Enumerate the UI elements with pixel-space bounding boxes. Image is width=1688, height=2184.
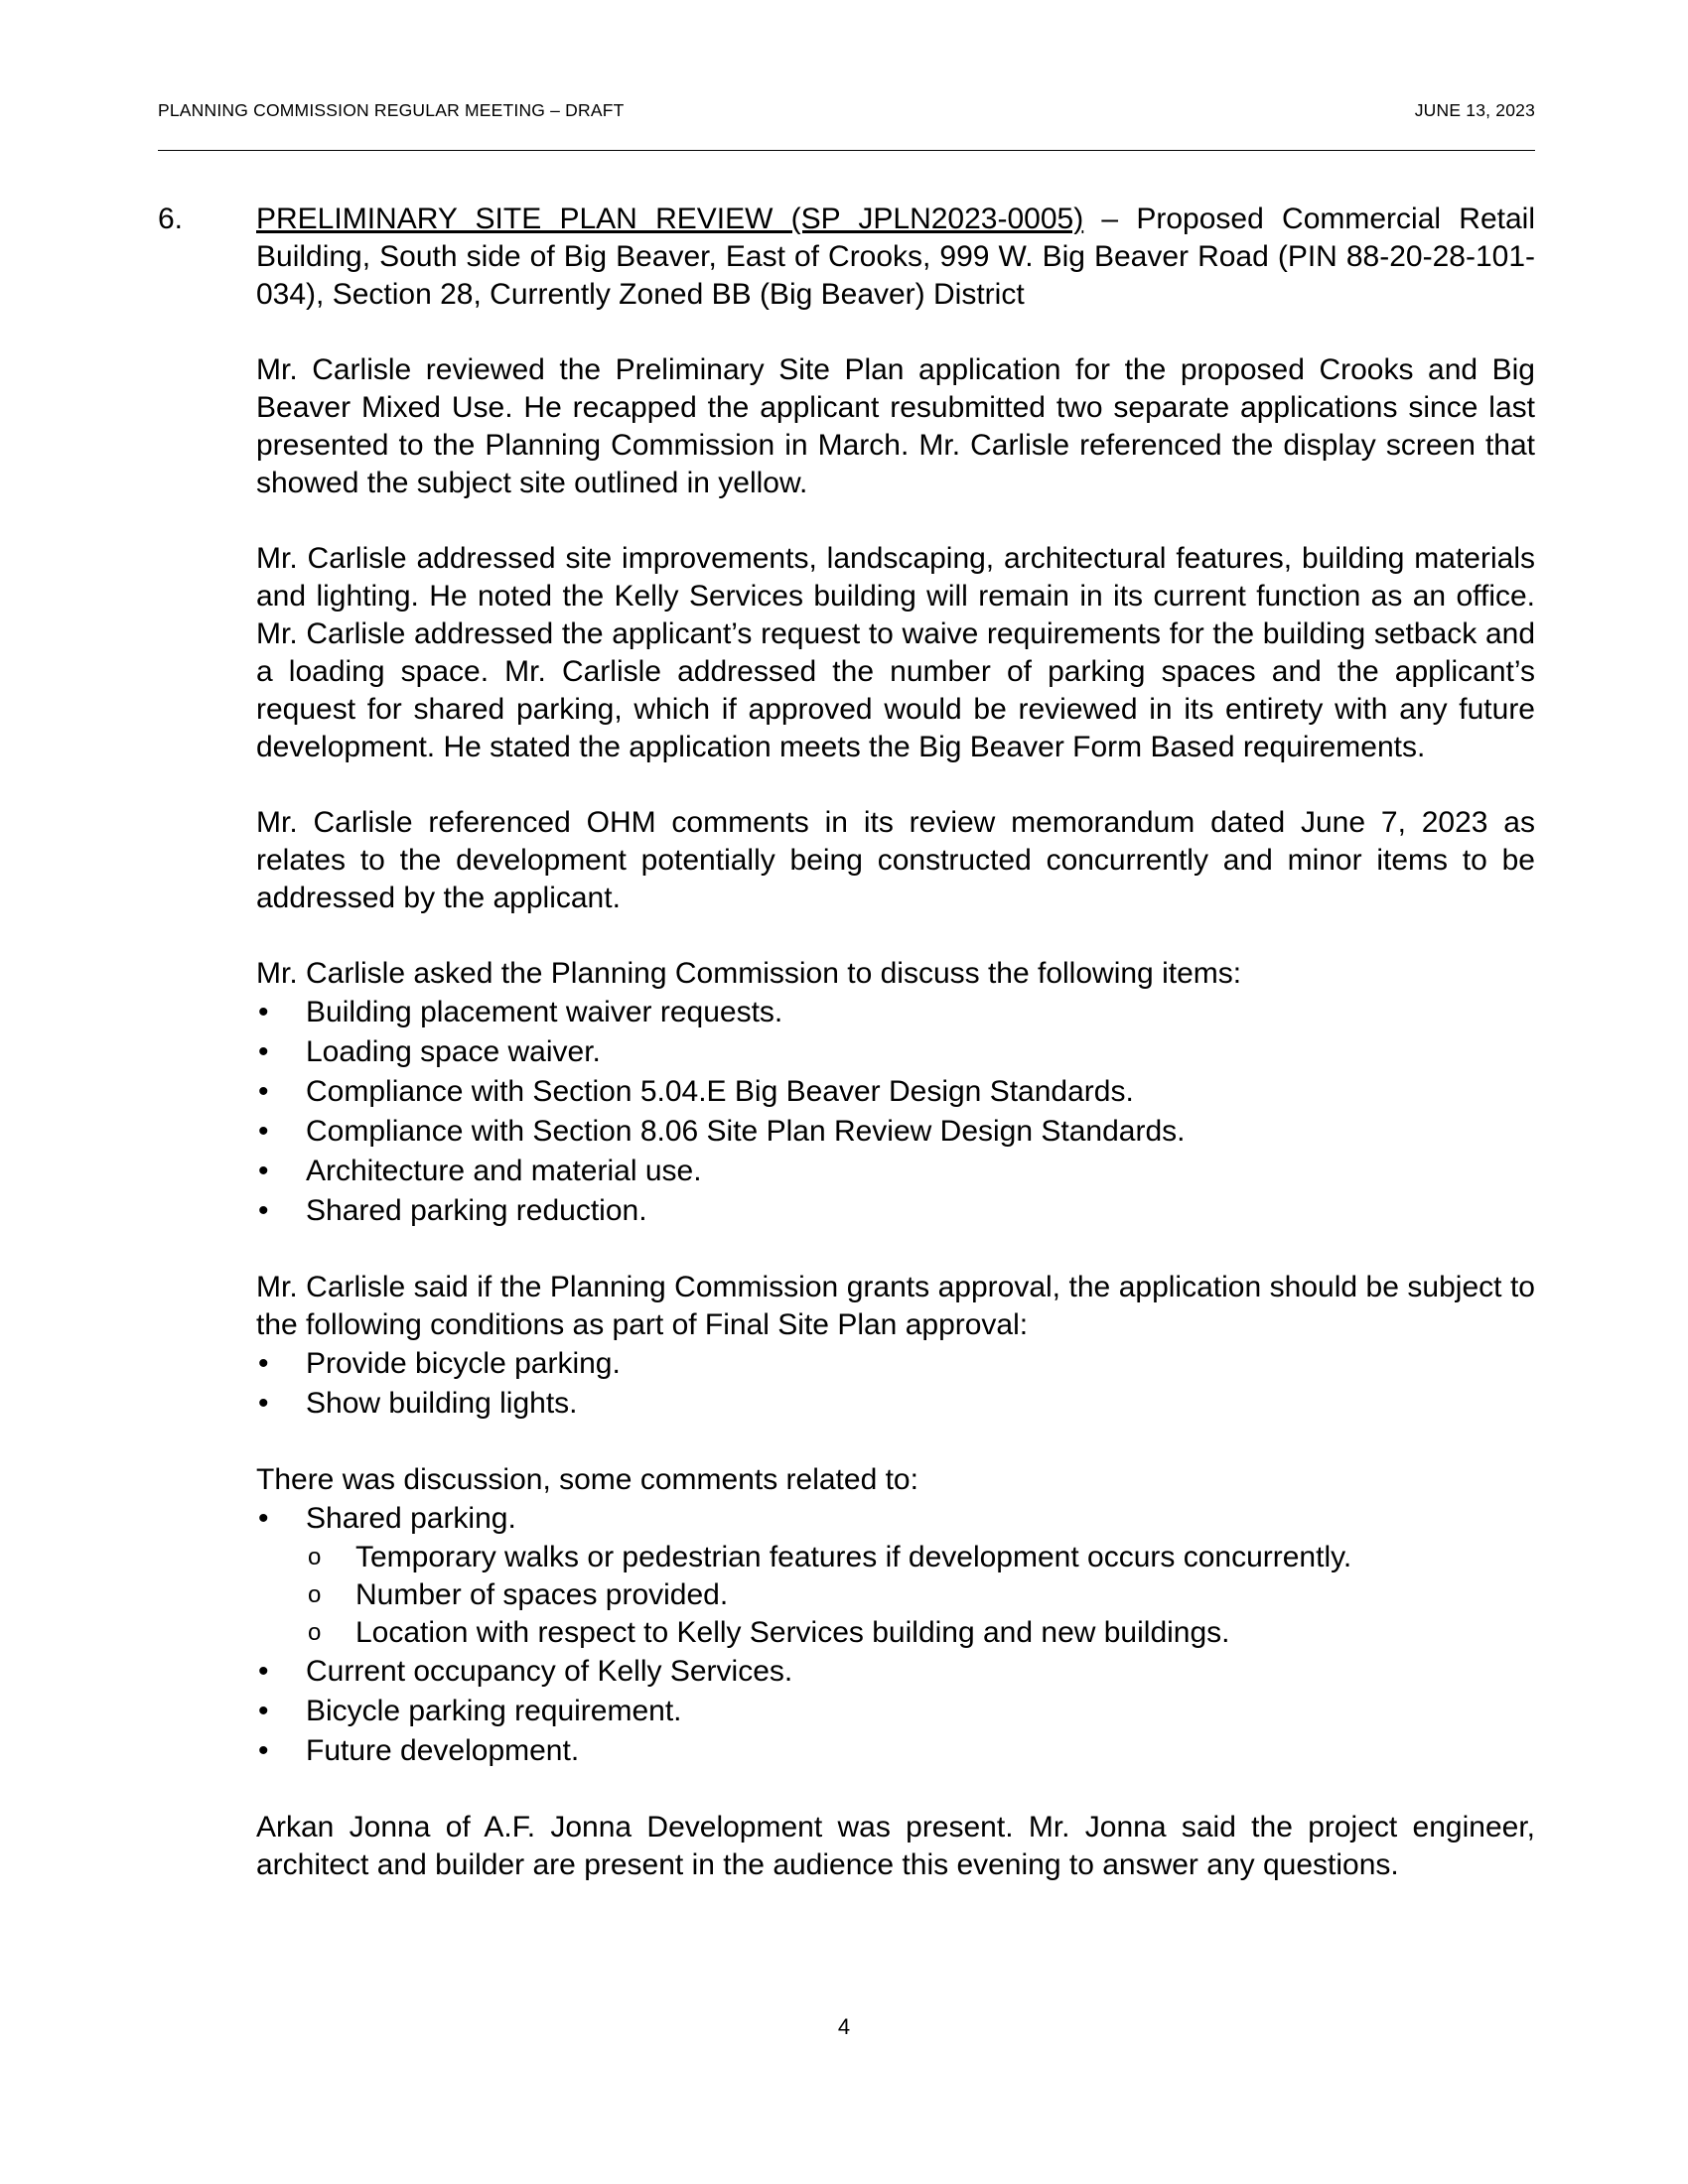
- agenda-item-body: [256, 201, 1535, 1922]
- sub-bullet-marker: o: [308, 1619, 322, 1646]
- conditions-list: [256, 1344, 1535, 1424]
- list-item: • Provide bicycle parking.: [256, 1344, 1535, 1384]
- agenda-item-description: – Proposed Commercial Retail Building, South side of Big Beaver, East of Crooks, 999 W. Big Beaver Road (PIN 88-20-28-101-034), Section 28, Currently Zoned BB (Big Beaver) District: [256, 203, 1535, 311]
- paragraph-discussion-request: Mr. Carlisle asked the Planning Commission to discuss the following items:: [256, 957, 1242, 990]
- shared-parking-sublist: [306, 1539, 1535, 1652]
- list-item: • Show building lights.: [256, 1384, 1535, 1424]
- sub-bullet-marker: o: [308, 1544, 322, 1570]
- list-item: • Loading space waiver.: [256, 1032, 1535, 1072]
- list-item: • Architecture and material use.: [256, 1152, 1535, 1191]
- header-divider: [158, 150, 1535, 151]
- sub-list-item-text: Location with respect to Kelly Services building and new buildings.: [355, 1616, 1230, 1649]
- sub-list-item: [306, 1576, 1535, 1614]
- page-header: [158, 100, 1535, 122]
- sub-list-item-text: Temporary walks or pedestrian features if development occurs concurrently.: [355, 1541, 1352, 1573]
- sub-list-item: [306, 1614, 1535, 1652]
- sub-bullet-marker: o: [308, 1581, 322, 1608]
- list-item: • Building placement waiver requests.: [256, 993, 1535, 1032]
- page-number: 4: [837, 2014, 851, 2039]
- list-item: • Compliance with Section 8.06 Site Plan Review Design Standards.: [256, 1112, 1535, 1152]
- list-item: • Bicycle parking requirement.: [256, 1692, 1535, 1731]
- comments-list: [256, 1499, 1535, 1771]
- paragraph-review-summary: Mr. Carlisle reviewed the Preliminary Site Plan application for the proposed Crooks and Big Beaver Mixed Use. He recapped the applicant resubmitted two separate applications since last presented to the Planning Commission in March. Mr. Carlisle referenced the display screen that showed the subject site outlined in yellow.: [256, 353, 1535, 499]
- paragraph-applicant-present: Arkan Jonna of A.F. Jonna Development was present. Mr. Jonna said the project engineer, architect and builder are present in the audience this evening to answer any questions.: [256, 1811, 1535, 1881]
- paragraph-ohm-comments: Mr. Carlisle referenced OHM comments in its review memorandum dated June 7, 2023 as relates to the development potentially being constructed concurrently and minor items to be addressed by the applicant.: [256, 806, 1535, 914]
- header-date: JUNE 13, 2023: [1414, 100, 1535, 120]
- sub-list-item: [306, 1539, 1535, 1576]
- header-meeting-title: PLANNING COMMISSION REGULAR MEETING – DRAFT: [158, 100, 625, 120]
- agenda-item-title: PRELIMINARY SITE PLAN REVIEW (SP JPLN2023-0005): [256, 203, 1084, 235]
- list-item: • Compliance with Section 5.04.E Big Beaver Design Standards.: [256, 1072, 1535, 1112]
- paragraph-site-improvements: Mr. Carlisle addressed site improvements, landscaping, architectural features, building materials and lighting. He noted the Kelly Services building will remain in its current function as an office. Mr. Carlisle addressed the applicant’s request to waive requirements for the building setback and a loading space. Mr. Carlisle addressed the number of parking spaces and the applicant’s request for shared parking, which if approved would be reviewed in its entirety with any future development. He stated the application meets the Big Beaver Form Based requirements.: [256, 542, 1535, 763]
- discussion-items-list: [256, 993, 1535, 1231]
- list-item: [256, 1499, 1535, 1652]
- list-item: • Future development.: [256, 1731, 1535, 1771]
- paragraph-discussion-comments: There was discussion, some comments related to:: [256, 1463, 918, 1496]
- agenda-item-heading: [256, 201, 1535, 314]
- list-item: • Current occupancy of Kelly Services.: [256, 1652, 1535, 1692]
- comment-shared-parking: Shared parking.: [306, 1502, 516, 1535]
- agenda-item-number: 6.: [158, 203, 184, 235]
- paragraph-approval-conditions: Mr. Carlisle said if the Planning Commission grants approval, the application should be subject to the following conditions as part of Final Site Plan approval:: [256, 1271, 1535, 1341]
- list-item: • Shared parking reduction.: [256, 1191, 1535, 1231]
- sub-list-item-text: Number of spaces provided.: [355, 1578, 729, 1611]
